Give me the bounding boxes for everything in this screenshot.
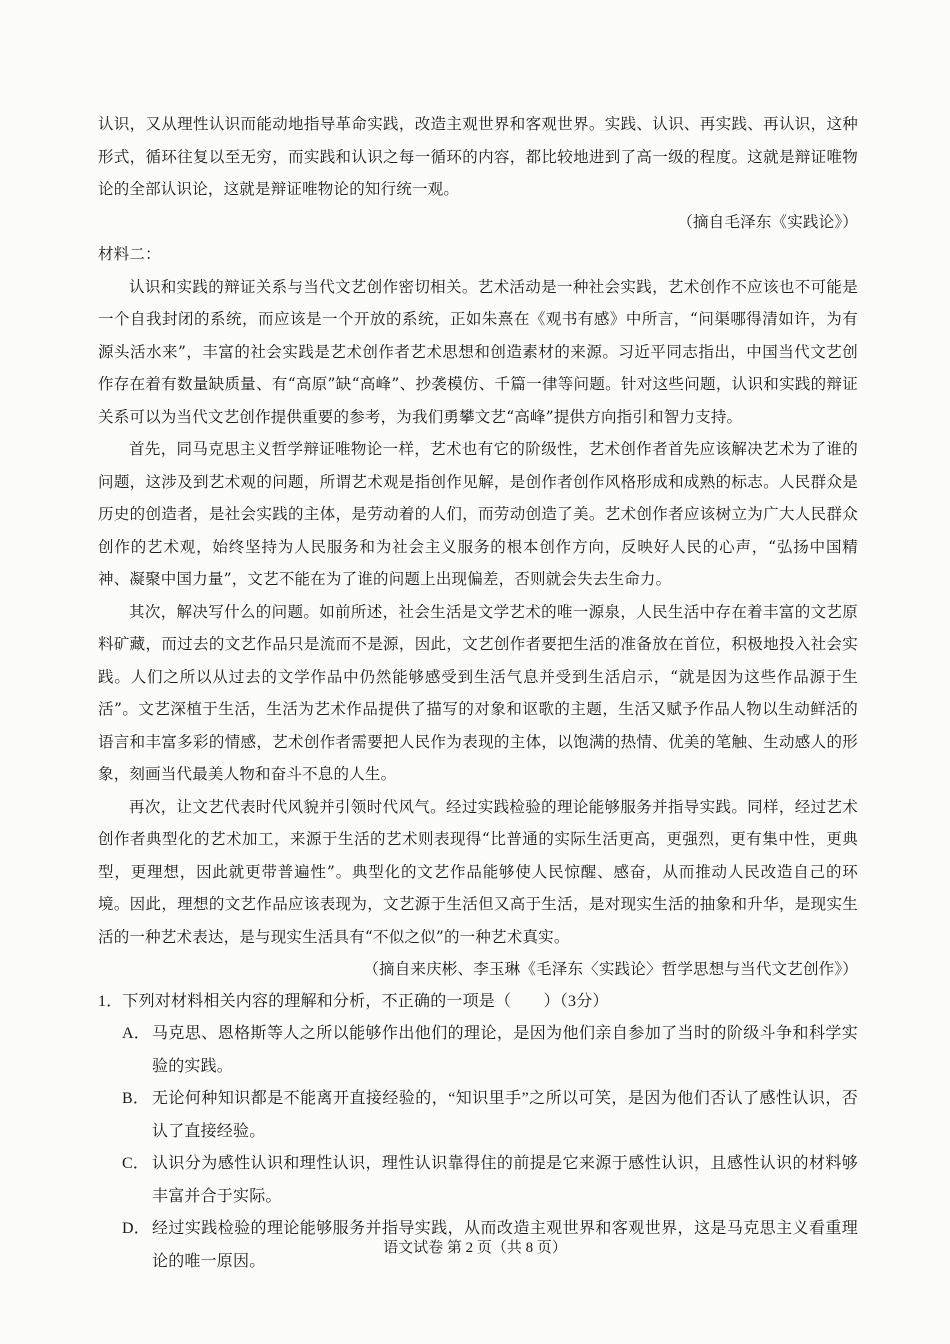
option-text: 认识分为感性认识和理性认识，理性认识靠得住的前提是它来源于感性认识，且感性认识的材料够丰富并合于实际。 bbox=[152, 1155, 858, 1205]
material1-tail-paragraph: 认识，又从理性认识而能动地指导革命实践，改造主观世界和客观世界。实践、认识、再实践、再认识，这种形式，循环往复以至无穷，而实践和认识之每一循环的内容，都比较地进到了高一级的程度。这就是辩证唯物论的全部认识论，这就是辩证唯物论的知行统一观。 bbox=[98, 115, 858, 198]
option-letter: A． bbox=[122, 1025, 150, 1042]
material2-label: 材料二： bbox=[98, 245, 161, 263]
page-footer: 语文试卷 第 2 页（共 8 页） bbox=[383, 1240, 567, 1256]
option-a[interactable] bbox=[98, 1018, 858, 1083]
material2-source: （摘自来庆彬、李玉琳《毛泽东〈实践论〉哲学思想与当代文艺创作》） bbox=[363, 960, 858, 978]
option-text: 无论何种知识都是不能离开直接经验的，“知识里手”之所以可笑，是因为他们否认了感性认识，否认了直接经验。 bbox=[152, 1090, 858, 1140]
page-content bbox=[98, 108, 858, 1278]
material2-paragraph: 其次，解决写什么的问题。如前所述，社会生活是文学艺术的唯一源泉，人民生活中存在着丰富的文艺原料矿藏，而过去的文艺作品只是流而不是源，因此，文艺创作者要把生活的准备放在首位，积极地投入社会实践。人们之所以从过去的文学作品中仍然能够感受到生活气息并受到生活启示，“就是因为这些作品源于生活”。文艺深植于生活，生活为艺术作品提供了描写的对象和讴歌的主题，生活又赋予作品人物以生动鲜活的语言和丰富多彩的情感，艺术创作者需要把人民作为表现的主体，以饱满的热情、优美的笔触、生动感人的形象，刻画当代最美人物和奋斗不息的人生。 bbox=[98, 602, 858, 783]
material2-paragraph: 认识和实践的辩证关系与当代文艺创作密切相关。艺术活动是一种社会实践，艺术创作不应该也不可能是一个自我封闭的系统，而应该是一个开放的系统，正如朱熹在《观书有感》中所言，“问渠哪得清如许，为有源头活水来”，丰富的社会实践是艺术创作者艺术思想和创造素材的来源。习近平同志指出，中国当代文艺创作存在着有数量缺质量、有“高原”缺“高峰”、抄袭模仿、千篇一律等问题。针对这些问题，认识和实践的辩证关系可以为当代文艺创作提供重要的参考，为我们勇攀文艺“高峰”提供方向指引和智力支持。 bbox=[98, 277, 858, 426]
option-text: 经过实践检验的理论能够服务并指导实践，从而改造主观世界和客观世界，这是马克思主义看重理论的唯一原因。 bbox=[152, 1220, 858, 1270]
option-c[interactable] bbox=[98, 1148, 858, 1213]
option-letter: B． bbox=[122, 1090, 150, 1107]
option-letter: D． bbox=[122, 1220, 150, 1237]
option-letter: C． bbox=[122, 1155, 150, 1172]
option-text: 马克思、恩格斯等人之所以能够作出他们的理论，是因为他们亲自参加了当时的阶级斗争和科学实验的实践。 bbox=[152, 1025, 858, 1075]
material2-paragraph: 首先，同马克思主义哲学辩证唯物论一样，艺术也有它的阶级性，艺术创作者首先应该解决艺术为了谁的问题，这涉及到艺术观的问题，所谓艺术观是指创作见解，是创作者创作风格形成和成熟的标志。人民群众是历史的创造者，是社会实践的主体，是劳动着的人们，而劳动创造了美。艺术创作者应该树立为广大人民群众创作的艺术观，始终坚持为人民服务和为社会主义服务的根本创作方向，反映好人民的心声，“弘扬中国精神、凝聚中国力量”，文艺不能在为了谁的问题上出现偏差，否则就会失去生命力。 bbox=[98, 440, 858, 588]
question-1-stem: 1．下列对材料相关内容的理解和分析，不正确的一项是（ ）（3分） bbox=[98, 992, 609, 1010]
material2-paragraph: 再次，让文艺代表时代风貌并引领时代风气。经过实践检验的理论能够服务并指导实践。同样，经过艺术创作者典型化的艺术加工，来源于生活的艺术则表现得“比普通的实际生活更高，更强烈，更有集中性，更典型，更理想，因此就更带普遍性”。典型化的文艺作品能够使人民惊醒、感奋，从而推动人民改造自己的环境。因此，理想的文艺作品应该表现为，文艺源于生活但又高于生活，是对现实生活的抽象和升华，是现实生活的一种艺术表达，是与现实生活具有“不似之似”的一种艺术真实。 bbox=[98, 797, 858, 946]
material1-source: （摘自毛泽东《实践论》） bbox=[677, 212, 858, 231]
option-b[interactable] bbox=[98, 1083, 858, 1148]
question-1 bbox=[98, 986, 858, 1279]
